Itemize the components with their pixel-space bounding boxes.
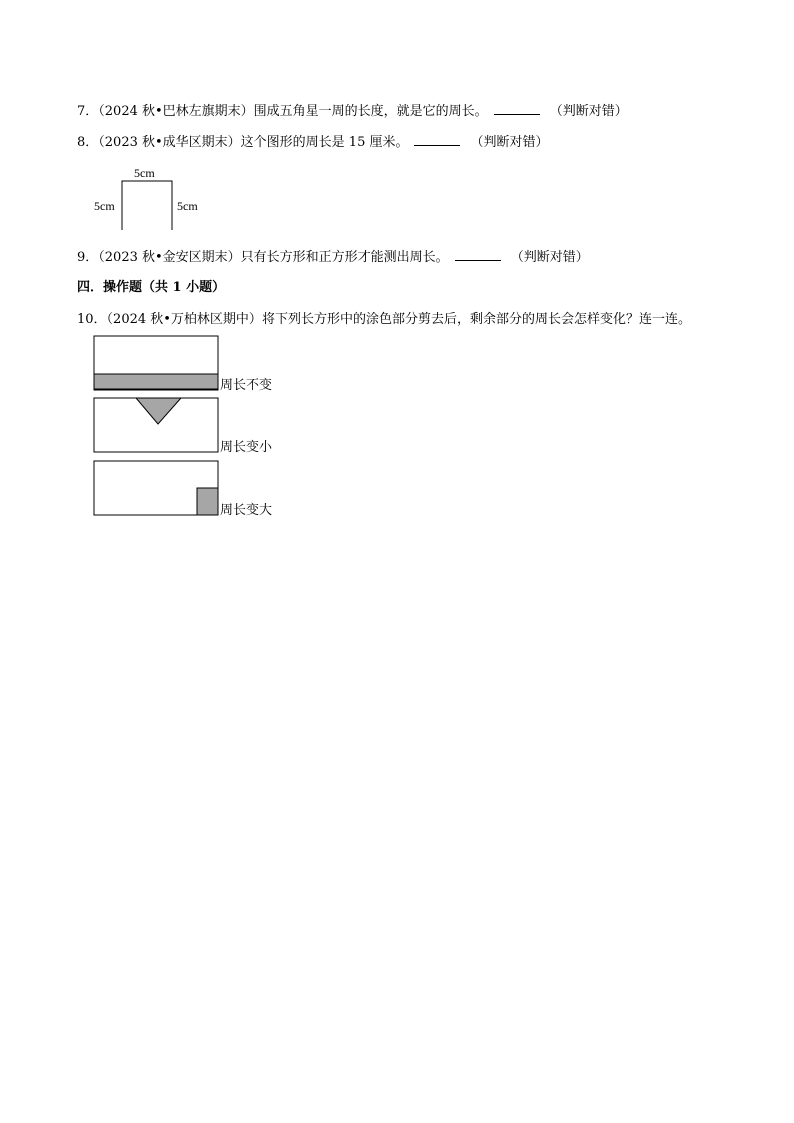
judge-hint: （判断对错） [470,135,549,150]
question-number: 10． [77,312,107,327]
option-unchanged[interactable]: 周长不变 [220,378,273,393]
question-text: 将下列长方形中的涂色部分剪去后，剩余部分的周长会怎样变化？连一连。 [261,312,691,327]
shaded-strip [94,374,218,389]
option-smaller[interactable]: 周长变小 [220,440,273,455]
question-source: （2024 秋•巴林左旗期末） [98,104,254,119]
judge-hint: （判断对错） [549,104,628,119]
answer-blank[interactable] [455,247,501,261]
question-source: （2023 秋•金安区期末） [98,250,241,265]
label-right: 5cm [177,199,198,213]
question-10 [77,311,691,329]
judge-hint: （判断对错） [510,250,589,265]
question-9 [77,247,589,267]
question-source: （2023 秋•成华区期末） [98,135,241,150]
label-top: 5cm [134,166,155,180]
figure-rect-corner-square [94,461,218,515]
figure-rect-triangle [94,398,218,452]
question-number: 9． [77,250,99,265]
question-source: （2024 秋•万柏林区期中） [106,312,262,327]
question-number: 7． [77,104,99,119]
label-left: 5cm [94,199,115,213]
option-larger[interactable]: 周长变大 [220,503,273,518]
section-heading: 四．操作题（共 1 小题） [77,280,226,295]
question-text: 围成五角星一周的长度，就是它的周长。 [253,104,488,119]
figure-open-square [122,181,172,230]
question-number: 8． [77,135,99,150]
question-text: 这个图形的周长是 15 厘米。 [240,135,409,150]
question-text: 只有长方形和正方形才能测出周长。 [240,250,449,265]
shaded-corner [197,488,218,515]
figure-rect-bottom-strip [94,336,218,390]
